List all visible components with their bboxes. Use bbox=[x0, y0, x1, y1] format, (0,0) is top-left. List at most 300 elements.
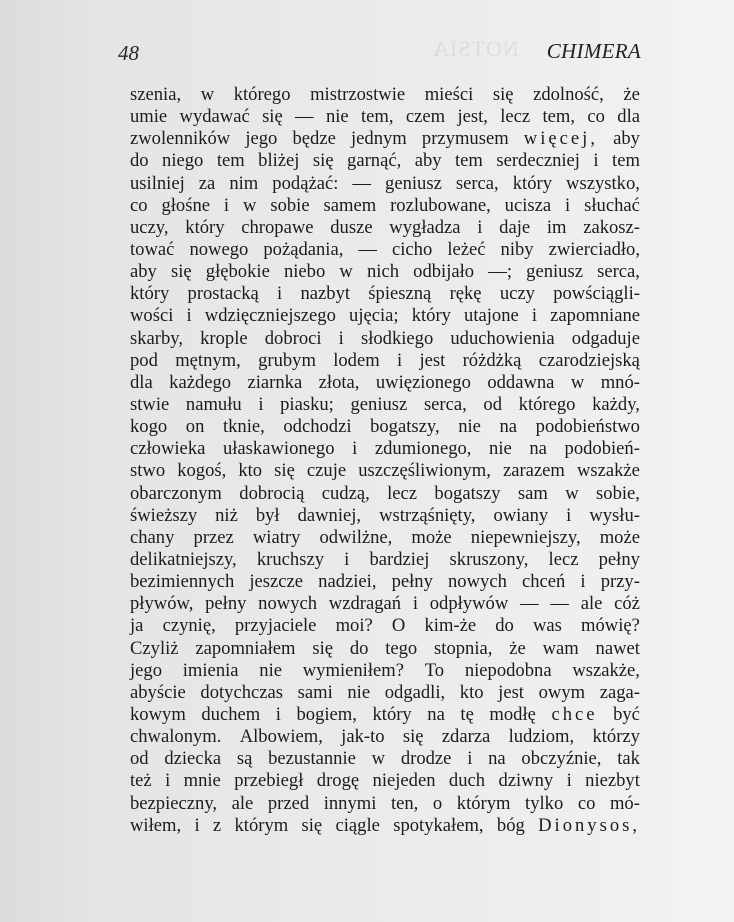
word: z bbox=[212, 814, 222, 836]
word: serdeczniej bbox=[496, 150, 580, 172]
word: bogatszy bbox=[434, 482, 501, 504]
word: piasku; bbox=[280, 393, 334, 415]
word: zdumionego, bbox=[374, 438, 472, 460]
word: którym bbox=[234, 814, 289, 836]
word: obczyźnie, bbox=[521, 748, 602, 770]
word: delikatniejszy, bbox=[130, 548, 237, 570]
word: który bbox=[372, 703, 412, 725]
word: mó- bbox=[609, 792, 640, 814]
word: grubym bbox=[258, 349, 316, 371]
word: tem bbox=[216, 150, 245, 172]
text-line bbox=[130, 660, 640, 682]
word: oddawna bbox=[487, 371, 555, 393]
word: przyjaciele bbox=[234, 615, 317, 637]
word: do bbox=[130, 150, 149, 172]
word: wszakże bbox=[576, 460, 640, 482]
word: ja bbox=[130, 615, 144, 637]
text-line bbox=[130, 682, 640, 704]
word: się bbox=[312, 150, 334, 172]
word: dotychczas bbox=[200, 681, 283, 703]
text-line bbox=[130, 593, 640, 615]
word: zapomniałem bbox=[195, 637, 296, 659]
word: jest bbox=[498, 681, 524, 703]
word: zwolenników bbox=[130, 128, 231, 150]
word: tknie, bbox=[222, 416, 265, 438]
text-line bbox=[130, 416, 640, 438]
word: niezbyt bbox=[585, 770, 640, 792]
word: wiłem, bbox=[130, 814, 182, 836]
word: uczy, bbox=[130, 216, 169, 238]
word: nazbyt bbox=[300, 283, 351, 305]
word: aby bbox=[130, 261, 157, 283]
word: na bbox=[488, 748, 506, 770]
word: jest bbox=[419, 349, 446, 371]
text-line bbox=[130, 328, 640, 350]
word: i bbox=[338, 327, 344, 349]
word: na bbox=[529, 438, 547, 460]
word: uwięzionego bbox=[375, 371, 471, 393]
word: i bbox=[186, 305, 192, 327]
word: cicho bbox=[392, 238, 433, 260]
word: niebo bbox=[283, 261, 326, 283]
word: leżeć bbox=[447, 238, 486, 260]
word: do bbox=[495, 615, 514, 637]
word: i bbox=[467, 748, 473, 770]
text-line bbox=[130, 815, 640, 837]
word: bogiem, bbox=[296, 703, 357, 725]
word: modłę bbox=[489, 703, 536, 725]
word: lodem bbox=[333, 349, 380, 371]
word: co bbox=[577, 792, 596, 814]
word: nie bbox=[259, 659, 282, 681]
word: i bbox=[412, 593, 418, 615]
word: i bbox=[565, 194, 571, 216]
word: pełny bbox=[205, 593, 247, 615]
word: zdarza bbox=[441, 726, 491, 748]
word: daje bbox=[499, 216, 531, 238]
word: którego bbox=[518, 393, 576, 415]
text-line bbox=[130, 793, 640, 815]
word: co bbox=[587, 106, 605, 128]
word: będze bbox=[292, 128, 336, 150]
word: nie bbox=[325, 106, 349, 128]
word: drogę bbox=[316, 770, 360, 792]
word: krople bbox=[200, 327, 248, 349]
text-line bbox=[130, 638, 640, 660]
text-line bbox=[130, 483, 640, 505]
word: chce bbox=[551, 703, 598, 725]
word: zdolność, bbox=[533, 84, 604, 105]
word: się bbox=[492, 84, 514, 105]
word: wysłu- bbox=[589, 504, 640, 526]
running-head bbox=[118, 37, 641, 67]
word: nie bbox=[347, 681, 371, 703]
word: mówię? bbox=[581, 615, 640, 637]
word: nie bbox=[489, 438, 512, 460]
word: pływów, bbox=[130, 593, 194, 615]
word: skarby, bbox=[130, 327, 184, 349]
word: jednym bbox=[350, 128, 407, 150]
word: słuchać bbox=[584, 194, 640, 216]
text-line bbox=[130, 394, 640, 416]
word: bezimiennych bbox=[130, 571, 235, 593]
word: geniusz bbox=[526, 261, 583, 283]
text-line bbox=[130, 150, 640, 172]
word: owym bbox=[538, 681, 586, 703]
word: że bbox=[509, 637, 526, 659]
word: wszystko, bbox=[566, 172, 640, 194]
word: innymi bbox=[323, 792, 377, 814]
word: czarodziejską bbox=[538, 349, 640, 371]
body-text bbox=[130, 84, 640, 837]
word: sami bbox=[297, 681, 333, 703]
word: niejeden bbox=[372, 770, 436, 792]
word: tować bbox=[130, 238, 175, 260]
word: którym bbox=[456, 792, 511, 814]
word: przez bbox=[193, 526, 234, 548]
word: ten, bbox=[390, 792, 419, 814]
word: w bbox=[200, 84, 215, 105]
word: jest, bbox=[457, 106, 488, 128]
word: aby bbox=[613, 128, 640, 150]
word: każdy, bbox=[592, 393, 640, 415]
word: tak bbox=[617, 748, 640, 770]
word: rękę bbox=[449, 283, 482, 305]
word: kto bbox=[238, 460, 263, 482]
word: — bbox=[550, 593, 569, 615]
word: chany bbox=[130, 526, 175, 548]
text-line bbox=[130, 195, 640, 217]
word: umie bbox=[130, 106, 168, 128]
word: wzdragań bbox=[328, 593, 402, 615]
text-line bbox=[130, 261, 640, 283]
word: i bbox=[165, 770, 171, 792]
word: owiany bbox=[493, 504, 549, 526]
word: i bbox=[352, 438, 358, 460]
word: serca, bbox=[423, 393, 467, 415]
word: wości bbox=[130, 305, 174, 327]
word: kowym bbox=[130, 703, 186, 725]
word: — bbox=[358, 238, 377, 260]
text-line bbox=[130, 505, 640, 527]
word: pożądania, bbox=[263, 238, 344, 260]
text-line bbox=[130, 770, 640, 792]
text-line bbox=[130, 106, 640, 128]
word: o bbox=[432, 792, 443, 814]
word: nadziei, bbox=[318, 571, 377, 593]
text-line bbox=[130, 173, 640, 195]
word: niż bbox=[215, 504, 238, 526]
word: utajone bbox=[464, 305, 519, 327]
word: wstrząśnięty, bbox=[379, 504, 476, 526]
word: niepodobna bbox=[464, 659, 552, 681]
word: uszczęśliwionym, bbox=[358, 460, 491, 482]
word: być bbox=[613, 703, 640, 725]
word: szenia, bbox=[130, 84, 182, 105]
word: dawniej, bbox=[297, 504, 362, 526]
word: uczy bbox=[499, 283, 535, 305]
word: skruszony, bbox=[449, 548, 529, 570]
word: ludziom, bbox=[508, 726, 575, 748]
word: pełny bbox=[391, 571, 433, 593]
word: przymusem bbox=[421, 128, 509, 150]
word: który bbox=[130, 283, 170, 305]
word: przed bbox=[267, 792, 310, 814]
text-line bbox=[130, 438, 640, 460]
word: którzy bbox=[592, 726, 640, 748]
word: do bbox=[349, 637, 369, 659]
word: był bbox=[255, 504, 280, 526]
word: czem bbox=[405, 106, 446, 128]
word: mnó- bbox=[600, 371, 640, 393]
word: bezustannie bbox=[268, 748, 356, 770]
word: nie bbox=[458, 416, 481, 438]
word: i bbox=[531, 305, 538, 327]
word: który bbox=[185, 216, 225, 238]
word: i bbox=[223, 194, 230, 216]
text-line bbox=[130, 350, 640, 372]
word: i bbox=[277, 283, 283, 305]
word: od bbox=[130, 748, 149, 770]
word: który bbox=[512, 172, 552, 194]
word: tem bbox=[455, 150, 483, 172]
word: może bbox=[411, 526, 452, 548]
word: w bbox=[243, 194, 257, 216]
word: jego bbox=[245, 128, 278, 150]
bleed-through-text: NOTSIA bbox=[432, 36, 519, 61]
word: samem bbox=[323, 194, 377, 216]
word: i bbox=[566, 504, 572, 526]
word: uduchowienia bbox=[450, 327, 555, 349]
word: lecz bbox=[387, 482, 418, 504]
word: kto bbox=[459, 681, 484, 703]
word: nawet bbox=[595, 637, 640, 659]
word: — bbox=[520, 593, 539, 615]
word: was bbox=[532, 615, 562, 637]
word: i bbox=[344, 548, 350, 570]
word: garnąć, bbox=[347, 150, 402, 172]
word: wszakże, bbox=[572, 659, 640, 681]
word: się bbox=[301, 814, 323, 836]
word: słodkiego bbox=[360, 327, 434, 349]
word: ciągle bbox=[335, 814, 380, 836]
word: zwierciadło, bbox=[548, 238, 640, 260]
word: tego bbox=[385, 637, 418, 659]
word: zakosz- bbox=[583, 216, 640, 238]
word: kim-że bbox=[424, 615, 477, 637]
word: — bbox=[295, 106, 314, 128]
word: i bbox=[275, 703, 281, 725]
word: podążać: bbox=[272, 172, 339, 194]
word: moi? bbox=[335, 615, 373, 637]
word: spotykałem, bbox=[393, 814, 484, 836]
word: się bbox=[312, 637, 333, 659]
text-line bbox=[130, 571, 640, 593]
word: imienia bbox=[182, 659, 239, 681]
word: odwilżne, bbox=[319, 526, 393, 548]
word: może bbox=[599, 526, 640, 548]
word: nowych bbox=[448, 571, 507, 593]
word: dobrocią bbox=[239, 482, 305, 504]
word: człowieka bbox=[130, 438, 206, 460]
word: tem, bbox=[361, 106, 394, 128]
word: powściągli- bbox=[553, 283, 640, 305]
word: ziarnka bbox=[247, 371, 303, 393]
word: tem bbox=[612, 150, 640, 172]
word: odbijało bbox=[413, 261, 475, 283]
word: są bbox=[236, 748, 253, 770]
word: geniusz bbox=[385, 172, 442, 194]
word: sobie bbox=[270, 194, 310, 216]
word: od bbox=[483, 393, 503, 415]
word: wymieniłem? bbox=[302, 659, 404, 681]
word: cudzą, bbox=[321, 482, 370, 504]
word: kogo bbox=[130, 416, 168, 438]
word: też bbox=[130, 770, 152, 792]
word: jeszcze bbox=[249, 571, 304, 593]
word: serca, bbox=[597, 261, 640, 283]
word: lecz bbox=[500, 106, 531, 128]
word: tę bbox=[460, 703, 474, 725]
word: różdżką bbox=[462, 349, 522, 371]
word: co bbox=[130, 194, 148, 216]
word: drodze bbox=[400, 748, 452, 770]
word: abyście bbox=[130, 681, 186, 703]
word: To bbox=[424, 659, 445, 681]
word: w bbox=[371, 748, 386, 770]
word: odgaduje bbox=[571, 327, 640, 349]
text-line bbox=[130, 726, 640, 748]
text-line bbox=[130, 283, 640, 305]
word: ale bbox=[580, 593, 603, 615]
word: stwie bbox=[130, 393, 170, 415]
word: przy- bbox=[600, 571, 640, 593]
word: bóg bbox=[496, 814, 525, 836]
word: nich bbox=[367, 261, 400, 283]
word: w bbox=[339, 261, 353, 283]
word: przebiegł bbox=[234, 770, 304, 792]
word: bliżej bbox=[258, 150, 300, 172]
word: podobieństwo bbox=[535, 416, 640, 438]
word: Czyliż bbox=[130, 637, 179, 659]
word: zapomniane bbox=[550, 305, 640, 327]
word: dla bbox=[130, 371, 153, 393]
word: aby bbox=[414, 150, 442, 172]
word: obarczonym bbox=[130, 482, 222, 504]
word: dla bbox=[617, 106, 640, 128]
word: który bbox=[411, 305, 451, 327]
word: którego bbox=[233, 84, 291, 105]
word: wam bbox=[542, 637, 579, 659]
word: tylko bbox=[525, 792, 564, 814]
text-line bbox=[130, 239, 640, 261]
word: odgadli, bbox=[384, 681, 446, 703]
word: i bbox=[593, 150, 599, 172]
word: duch bbox=[448, 770, 486, 792]
word: odchodzi bbox=[283, 416, 352, 438]
word: wiatry bbox=[252, 526, 301, 548]
text-line bbox=[130, 128, 640, 150]
word: stopnia, bbox=[434, 637, 493, 659]
word: bogatszy, bbox=[370, 416, 440, 438]
word: geniusz bbox=[350, 393, 408, 415]
text-line bbox=[130, 527, 640, 549]
word: w bbox=[565, 482, 579, 504]
word: cóż bbox=[614, 593, 640, 615]
word: i bbox=[566, 770, 572, 792]
word: duchem bbox=[201, 703, 261, 725]
word: mętnym, bbox=[175, 349, 241, 371]
word: usilniej bbox=[130, 172, 185, 194]
text-line bbox=[130, 460, 640, 482]
word: sam bbox=[517, 482, 548, 504]
word: namułu bbox=[185, 393, 242, 415]
word: się bbox=[262, 106, 283, 128]
word: im bbox=[546, 216, 567, 238]
word: prostacką bbox=[187, 283, 259, 305]
word: się bbox=[402, 726, 424, 748]
word: lecz bbox=[548, 548, 579, 570]
word: bezpieczny, bbox=[130, 792, 218, 814]
word: i bbox=[580, 571, 586, 593]
word: na bbox=[499, 416, 518, 438]
word: się bbox=[274, 460, 295, 482]
word: O bbox=[391, 615, 406, 637]
word: nowych bbox=[258, 593, 318, 615]
word: jak-to bbox=[341, 726, 385, 748]
text-line bbox=[130, 748, 640, 770]
word: tem, bbox=[542, 106, 576, 128]
word: —; bbox=[488, 261, 513, 283]
word: dusze bbox=[330, 216, 373, 238]
running-title: CHIMERA bbox=[546, 39, 641, 63]
word: stwo bbox=[130, 460, 166, 482]
word: pełny bbox=[598, 548, 640, 570]
word: odpływów bbox=[429, 593, 509, 615]
text-line bbox=[130, 615, 640, 637]
word: dziecka bbox=[164, 748, 222, 770]
word: zarazem bbox=[502, 460, 565, 482]
word: niby bbox=[500, 238, 534, 260]
word: niepewniejszy, bbox=[470, 526, 581, 548]
word: chwalonym. bbox=[130, 726, 222, 748]
word: wydawać bbox=[179, 106, 250, 128]
text-line bbox=[130, 372, 640, 394]
word: chceń bbox=[521, 571, 566, 593]
word: kruchszy bbox=[256, 548, 324, 570]
word: ucisza bbox=[504, 194, 552, 216]
text-line bbox=[130, 84, 640, 106]
word: nim bbox=[229, 172, 259, 194]
word: rozlubowane, bbox=[390, 194, 491, 216]
word: wygładza bbox=[389, 216, 461, 238]
word: każdego bbox=[169, 371, 232, 393]
word: ujęcia; bbox=[349, 305, 399, 327]
word: że bbox=[623, 84, 640, 105]
word: on bbox=[185, 416, 205, 438]
word: bardziej bbox=[369, 548, 430, 570]
word: wdzięczniejszego bbox=[204, 305, 336, 327]
word: pod bbox=[130, 349, 158, 371]
word: za bbox=[198, 172, 216, 194]
word: dobroci bbox=[264, 327, 322, 349]
text-line bbox=[130, 217, 640, 239]
word: Dionysos, bbox=[538, 814, 640, 836]
word: serca, bbox=[455, 172, 499, 194]
word: i bbox=[397, 349, 403, 371]
word: — bbox=[352, 172, 371, 194]
word: głębokie bbox=[205, 261, 270, 283]
